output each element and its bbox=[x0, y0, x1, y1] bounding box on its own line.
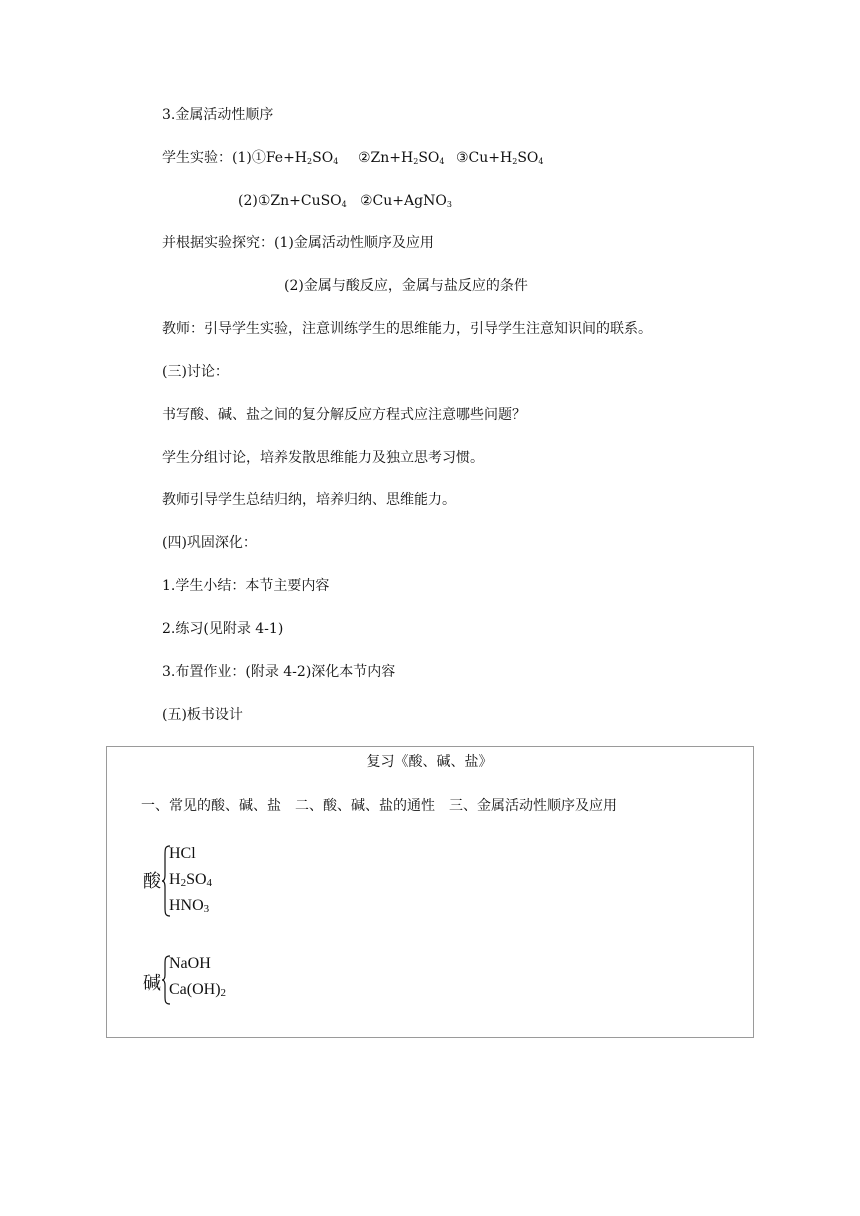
reaction-zn-h2so4: $②Zn+H_2SO_4$ bbox=[358, 150, 445, 166]
discussion-students: 学生分组讨论，培养发散思维能力及独立思考习惯。 bbox=[162, 450, 484, 466]
inquiry-line-1: 并根据实验探究：(1)金属活动性顺序及应用 bbox=[162, 235, 434, 251]
inquiry-line-2: (2)金属与酸反应，金属与盐反应的条件 bbox=[284, 278, 528, 294]
teacher-guidance: 教师：引导学生实验，注意训练学生的思维能力，引导学生注意知识间的联系。 bbox=[162, 321, 652, 337]
board-heading: (五)板书设计 bbox=[162, 707, 243, 723]
base-label: 碱 bbox=[143, 973, 161, 994]
acid-label: 酸 bbox=[143, 871, 161, 892]
reaction-zn-cuso4: (2)①Zn+CuSO$_4$ bbox=[238, 193, 347, 209]
section-title: 3.金属活动性顺序 bbox=[162, 107, 274, 123]
discussion-teacher: 教师引导学生总结归纳，培养归纳、思维能力。 bbox=[162, 492, 456, 508]
base-naoh: NaOH bbox=[169, 955, 211, 972]
board-title: 复习《酸、碱、盐》 bbox=[366, 754, 493, 770]
reaction-cu-agno3: ②Cu+AgNO$_3$ bbox=[360, 193, 452, 209]
acid-h2so4: $H_2SO_4$ bbox=[169, 871, 213, 889]
base-caoh2: $Ca(OH)_2$ bbox=[169, 981, 227, 999]
acid-hcl: HCl bbox=[169, 845, 196, 862]
reaction-fe-h2so4: $(1)①Fe+H_2SO_4$ bbox=[232, 150, 339, 166]
consolidate-item: 1.学生小结：本节主要内容 bbox=[162, 578, 330, 594]
consolidate-item: 2.练习(见附录 4-1) bbox=[162, 621, 284, 637]
reaction-cu-h2so4: $③Cu+H_2SO_4$ bbox=[456, 150, 544, 166]
experiment-line-1 bbox=[162, 149, 338, 167]
consolidate-item: 3.布置作业：(附录 4-2)深化本节内容 bbox=[162, 664, 396, 680]
board-design-box bbox=[106, 746, 754, 1038]
acid-hno3: $HNO_3$ bbox=[169, 897, 210, 915]
experiment-label: 学生实验： bbox=[162, 150, 232, 166]
discussion-heading: (三)讨论： bbox=[162, 364, 229, 380]
consolidate-heading: (四)巩固深化： bbox=[162, 535, 257, 551]
board-outline: 一、常见的酸、碱、盐 二、酸、碱、盐的通性 三、金属活动性顺序及应用 bbox=[141, 798, 617, 814]
discussion-question: 书写酸、碱、盐之间的复分解反应方程式应注意哪些问题？ bbox=[162, 407, 526, 423]
